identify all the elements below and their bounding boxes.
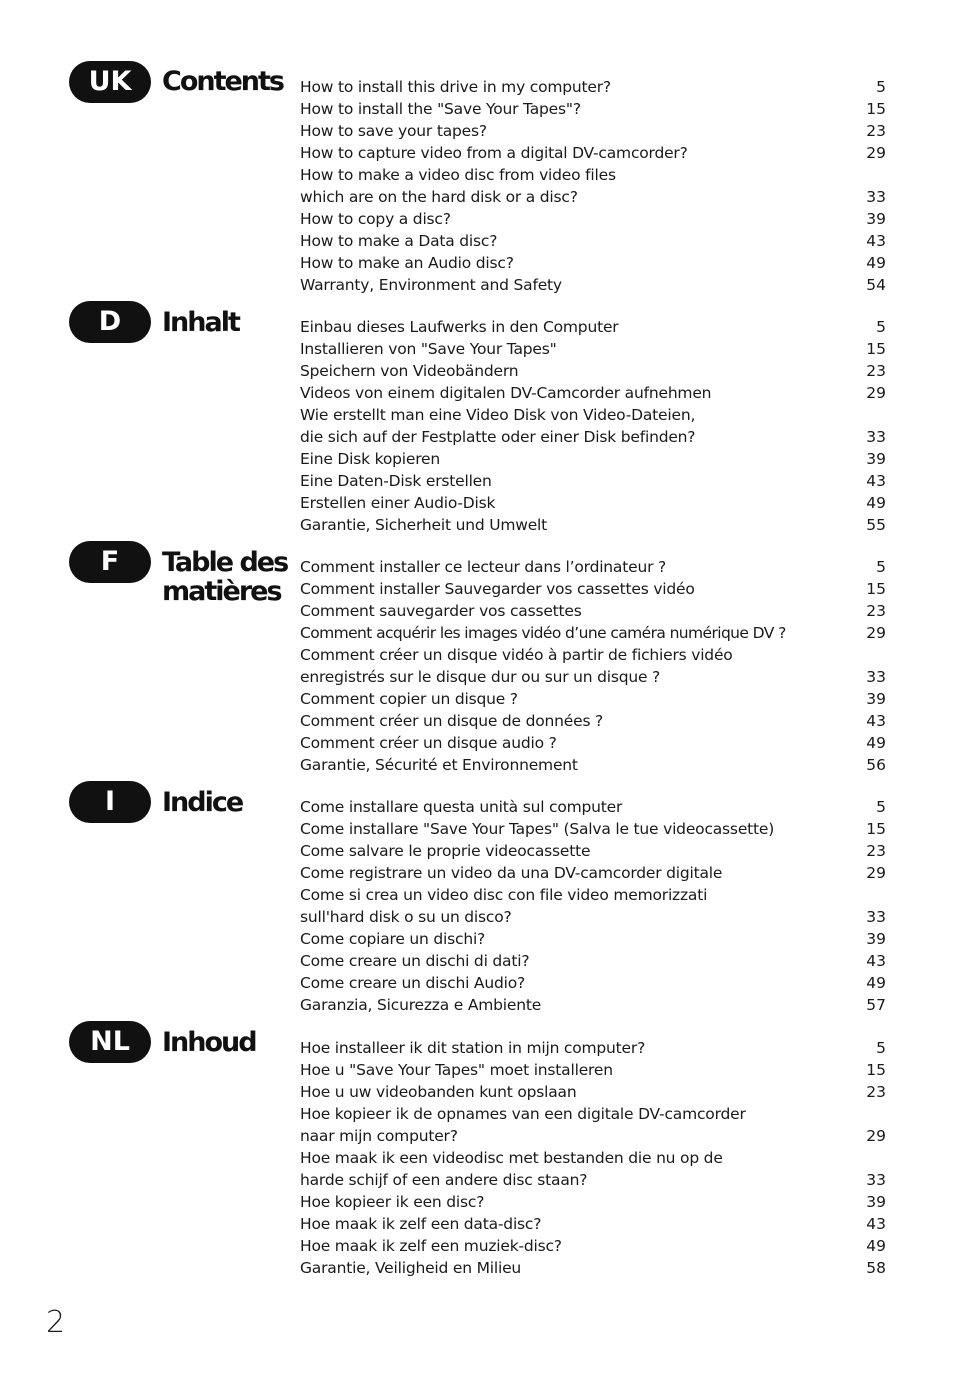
- toc-entry-title: Erstellen einer Audio-Disk: [300, 494, 496, 512]
- language-badge-i: I: [69, 781, 151, 823]
- toc-list-uk: [300, 76, 886, 296]
- toc-entry-page: 29: [866, 624, 886, 642]
- toc-entry-title: Garanzia, Sicurezza e Ambiente: [300, 996, 542, 1014]
- toc-entry[interactable]: [300, 404, 886, 426]
- toc-entry-title: Warranty, Environment and Safety: [300, 276, 562, 294]
- toc-entry-page: 29: [866, 864, 886, 882]
- toc-entry-page: 43: [866, 1215, 886, 1233]
- toc-entry-page: 5: [876, 78, 886, 96]
- toc-entry[interactable]: [300, 796, 886, 818]
- toc-entry-title: die sich auf der Festplatte oder einer Disk befinden?: [300, 428, 696, 446]
- toc-entry[interactable]: [300, 732, 886, 754]
- toc-entry[interactable]: [300, 274, 886, 296]
- toc-entry-title: How to save your tapes?: [300, 122, 487, 140]
- toc-entry-title: How to capture video from a digital DV-camcorder?: [300, 144, 688, 162]
- toc-entry-page: 33: [866, 668, 886, 686]
- toc-entry[interactable]: [300, 338, 886, 360]
- toc-entry[interactable]: [300, 252, 886, 274]
- toc-entry-title: Come copiare un dischi?: [300, 930, 486, 948]
- page-number: 2: [46, 1305, 66, 1340]
- toc-entry[interactable]: [300, 972, 886, 994]
- toc-entry-title: How to install the "Save Your Tapes"?: [300, 100, 581, 118]
- toc-entry-title: Installieren von "Save Your Tapes": [300, 340, 557, 358]
- toc-entry-page: 33: [866, 428, 886, 446]
- toc-entry-title: Come si crea un video disc con file video memorizzati: [300, 886, 708, 904]
- toc-entry-page: 39: [866, 450, 886, 468]
- toc-entry-title: enregistrés sur le disque dur ou sur un disque ?: [300, 668, 661, 686]
- toc-entry-page: 23: [866, 842, 886, 860]
- toc-entry[interactable]: [300, 950, 886, 972]
- toc-entry-title: How to make an Audio disc?: [300, 254, 514, 272]
- toc-entry-title: harde schijf of een andere disc staan?: [300, 1171, 588, 1189]
- toc-entry-title: Come registrare un video da una DV-camcorder digitale: [300, 864, 723, 882]
- toc-entry[interactable]: [300, 448, 886, 470]
- toc-entry[interactable]: [300, 1147, 886, 1169]
- toc-entry-page: 39: [866, 210, 886, 228]
- toc-entry-page: 39: [866, 690, 886, 708]
- toc-entry-title: Hoe maak ik een videodisc met bestanden die nu op de: [300, 1149, 723, 1167]
- language-badge-f: F: [69, 541, 151, 583]
- toc-entry-page: 5: [876, 1039, 886, 1057]
- toc-entry-title: Come installare "Save Your Tapes" (Salva le tue videocassette): [300, 820, 775, 838]
- toc-entry-page: 15: [866, 580, 886, 598]
- section-heading-f: [162, 548, 294, 606]
- toc-entry-page: 15: [866, 820, 886, 838]
- toc-entry[interactable]: [300, 862, 886, 884]
- toc-entry-title: How to copy a disc?: [300, 210, 451, 228]
- toc-entry-page: 49: [866, 254, 886, 272]
- toc-entry-title: Come creare un dischi Audio?: [300, 974, 526, 992]
- toc-entry-page: 5: [876, 798, 886, 816]
- toc-entry-page: 49: [866, 494, 886, 512]
- section-heading-nl: Inhoud: [162, 1027, 256, 1058]
- toc-entry-page: 5: [876, 558, 886, 576]
- toc-entry-page: 33: [866, 1171, 886, 1189]
- toc-entry[interactable]: [300, 1169, 886, 1191]
- toc-entry-title: Garantie, Sécurité et Environnement: [300, 756, 578, 774]
- toc-entry[interactable]: [300, 1191, 886, 1213]
- toc-entry[interactable]: [300, 622, 886, 644]
- toc-entry-page: 23: [866, 362, 886, 380]
- toc-entry-page: 58: [866, 1259, 886, 1277]
- toc-entry[interactable]: [300, 666, 886, 688]
- toc-entry[interactable]: [300, 644, 886, 666]
- toc-entry-page: 5: [876, 318, 886, 336]
- toc-entry[interactable]: [300, 600, 886, 622]
- toc-entry-page: 15: [866, 1061, 886, 1079]
- toc-entry-title: How to make a video disc from video files: [300, 166, 616, 184]
- toc-entry[interactable]: [300, 120, 886, 142]
- toc-entry[interactable]: [300, 360, 886, 382]
- toc-entry-title: Hoe kopieer ik een disc?: [300, 1193, 485, 1211]
- toc-entry-page: 29: [866, 384, 886, 402]
- language-badge-uk: UK: [69, 61, 151, 103]
- toc-entry-title: How to make a Data disc?: [300, 232, 498, 250]
- toc-entry[interactable]: [300, 76, 886, 98]
- toc-list-nl: [300, 1037, 886, 1279]
- toc-entry[interactable]: [300, 710, 886, 732]
- toc-entry-title: Garantie, Sicherheit und Umwelt: [300, 516, 548, 534]
- toc-entry-title: which are on the hard disk or a disc?: [300, 188, 578, 206]
- toc-entry-page: 43: [866, 472, 886, 490]
- toc-entry-page: 43: [866, 712, 886, 730]
- toc-entry[interactable]: [300, 164, 886, 186]
- toc-entry-title: Videos von einem digitalen DV-Camcorder aufnehmen: [300, 384, 712, 402]
- toc-entry-page: 39: [866, 1193, 886, 1211]
- toc-entry-title: Hoe kopieer ik de opnames van een digitale DV-camcorder: [300, 1105, 746, 1123]
- toc-entry-page: 55: [866, 516, 886, 534]
- toc-entry-title: Comment installer Sauvegarder vos cassettes vidéo: [300, 580, 695, 598]
- toc-entry-title: Hoe maak ik zelf een muziek-disc?: [300, 1237, 562, 1255]
- toc-entry-page: 23: [866, 602, 886, 620]
- toc-entry-page: 29: [866, 144, 886, 162]
- section-heading-f-line2: matières: [162, 576, 281, 607]
- toc-entry-title: sull'hard disk o su un disco?: [300, 908, 512, 926]
- toc-entry-title: Garantie, Veiligheid en Milieu: [300, 1259, 522, 1277]
- toc-entry-page: 54: [866, 276, 886, 294]
- toc-entry-page: 49: [866, 1237, 886, 1255]
- toc-entry-page: 43: [866, 952, 886, 970]
- toc-entry[interactable]: [300, 994, 886, 1016]
- toc-entry[interactable]: [300, 208, 886, 230]
- toc-entry-title: Speichern von Videobändern: [300, 362, 519, 380]
- toc-entry-page: 15: [866, 100, 886, 118]
- language-badge-d: D: [69, 301, 151, 343]
- toc-entry-title: Hoe installeer ik dit station in mijn computer?: [300, 1039, 646, 1057]
- toc-entry[interactable]: [300, 1081, 886, 1103]
- toc-entry[interactable]: [300, 1059, 886, 1081]
- toc-entry[interactable]: [300, 514, 886, 536]
- toc-entry[interactable]: [300, 556, 886, 578]
- toc-entry[interactable]: [300, 754, 886, 776]
- toc-entry-title: Comment créer un disque vidéo à partir de fichiers vidéo: [300, 646, 733, 664]
- toc-entry-page: 33: [866, 188, 886, 206]
- toc-entry-title: Eine Disk kopieren: [300, 450, 440, 468]
- toc-entry[interactable]: [300, 1213, 886, 1235]
- toc-entry-page: 49: [866, 734, 886, 752]
- toc-entry-page: 23: [866, 1083, 886, 1101]
- toc-entry[interactable]: [300, 578, 886, 600]
- toc-entry-page: 29: [866, 1127, 886, 1145]
- toc-entry[interactable]: [300, 230, 886, 252]
- toc-entry-page: 56: [866, 756, 886, 774]
- section-heading-uk: Contents: [162, 66, 284, 97]
- toc-entry[interactable]: [300, 98, 886, 120]
- toc-entry[interactable]: [300, 142, 886, 164]
- language-badge-nl: NL: [69, 1021, 151, 1063]
- toc-entry[interactable]: [300, 884, 886, 906]
- toc-entry-title: Hoe maak ik zelf een data-disc?: [300, 1215, 542, 1233]
- section-heading-d: Inhalt: [162, 307, 239, 338]
- toc-entry-page: 49: [866, 974, 886, 992]
- toc-entry-title: Einbau dieses Laufwerks in den Computer: [300, 318, 619, 336]
- section-heading-i: Indice: [162, 787, 243, 818]
- toc-entry-page: 15: [866, 340, 886, 358]
- toc-entry-page: 23: [866, 122, 886, 140]
- section-heading-f-line1: Table des: [162, 547, 288, 578]
- toc-entry-title: Comment acquérir les images vidéo d’une caméra numérique DV ?: [300, 624, 786, 642]
- toc-entry-title: How to install this drive in my computer?: [300, 78, 611, 96]
- toc-entry[interactable]: [300, 688, 886, 710]
- toc-entry[interactable]: [300, 1257, 886, 1279]
- toc-list-f: [300, 556, 886, 776]
- toc-entry[interactable]: [300, 470, 886, 492]
- toc-entry-title: Comment installer ce lecteur dans l’ordinateur ?: [300, 558, 666, 576]
- toc-entry-title: naar mijn computer?: [300, 1127, 458, 1145]
- toc-entry-title: Hoe u "Save Your Tapes" moet installeren: [300, 1061, 613, 1079]
- toc-entry-title: Comment créer un disque audio ?: [300, 734, 557, 752]
- toc-entry-title: Come creare un dischi di dati?: [300, 952, 530, 970]
- toc-entry[interactable]: [300, 1235, 886, 1257]
- toc-entry-title: Comment créer un disque de données ?: [300, 712, 604, 730]
- toc-entry-title: Comment copier un disque ?: [300, 690, 518, 708]
- toc-entry[interactable]: [300, 492, 886, 514]
- toc-entry-page: 39: [866, 930, 886, 948]
- toc-entry-page: 43: [866, 232, 886, 250]
- toc-entry[interactable]: [300, 928, 886, 950]
- toc-entry[interactable]: [300, 906, 886, 928]
- toc-list-i: [300, 796, 886, 1016]
- toc-entry[interactable]: [300, 1037, 886, 1059]
- toc-list-d: [300, 316, 886, 536]
- toc-entry[interactable]: [300, 1103, 886, 1125]
- toc-entry[interactable]: [300, 382, 886, 404]
- toc-entry[interactable]: [300, 1125, 886, 1147]
- toc-entry[interactable]: [300, 840, 886, 862]
- toc-entry-title: Eine Daten-Disk erstellen: [300, 472, 492, 490]
- toc-entry-page: 33: [866, 908, 886, 926]
- toc-entry-title: Comment sauvegarder vos cassettes: [300, 602, 582, 620]
- toc-entry[interactable]: [300, 818, 886, 840]
- toc-entry[interactable]: [300, 316, 886, 338]
- toc-entry-title: Come salvare le proprie videocassette: [300, 842, 591, 860]
- toc-entry-title: Come installare questa unità sul computer: [300, 798, 623, 816]
- toc-entry-title: Wie erstellt man eine Video Disk von Video-Dateien,: [300, 406, 696, 424]
- toc-entry-title: Hoe u uw videobanden kunt opslaan: [300, 1083, 577, 1101]
- toc-entry-page: 57: [866, 996, 886, 1014]
- toc-entry[interactable]: [300, 426, 886, 448]
- toc-entry[interactable]: [300, 186, 886, 208]
